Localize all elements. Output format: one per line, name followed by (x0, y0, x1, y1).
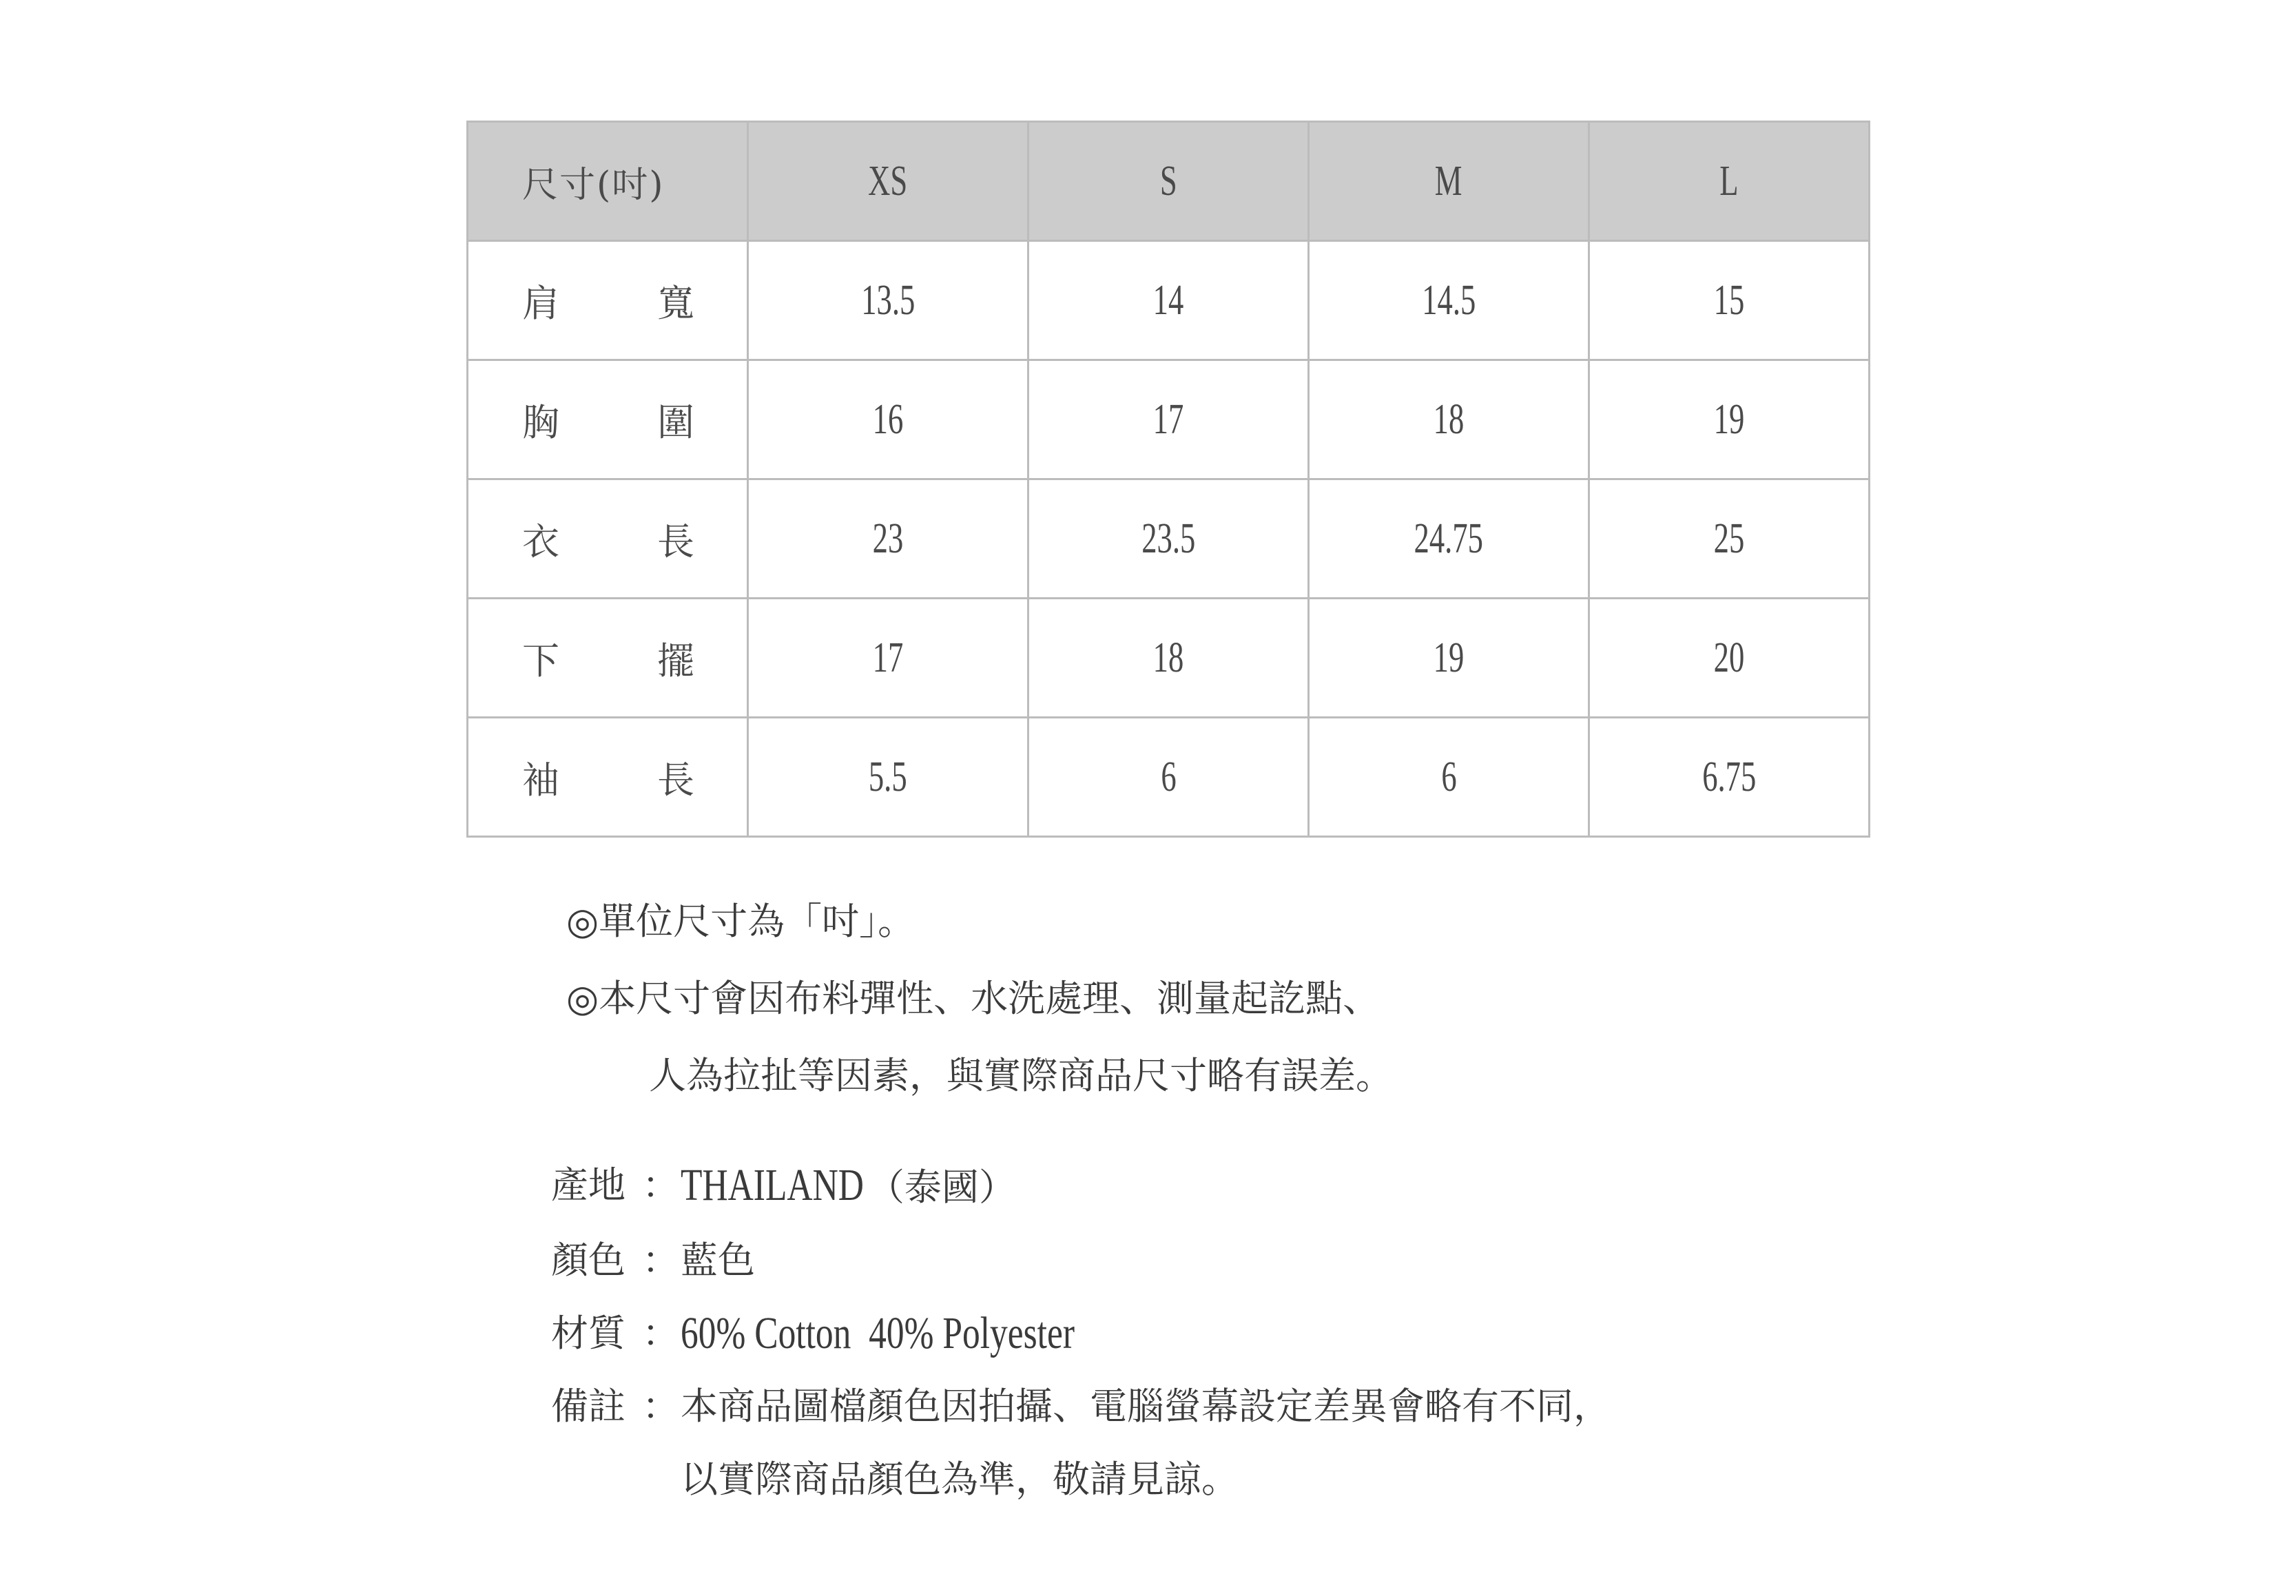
row-label-left: 下 (522, 639, 559, 683)
row-label-right: 長 (657, 519, 694, 563)
info-colon: ： (642, 1239, 679, 1282)
info-key: 備註 (551, 1385, 625, 1428)
table-cell: 19 (1589, 360, 1870, 479)
header-size-m: M (1309, 122, 1589, 241)
note-variance-cont: 人為拉扯等因素，與實際商品尺寸略有誤差。 (649, 1054, 1393, 1097)
row-label (468, 479, 748, 599)
size-notes (566, 883, 1393, 1115)
table-cell: 6.75 (1589, 718, 1870, 837)
table-row-length (468, 479, 1870, 599)
row-label-right: 長 (657, 758, 694, 802)
table-row-sleeve (468, 718, 1870, 837)
info-remark (551, 1370, 1611, 1443)
table-cell: 6 (1309, 718, 1589, 837)
table-header-row (468, 122, 1870, 241)
table-cell: 24.75 (1309, 479, 1589, 599)
info-value: 60% Cotton 40% Polyester (681, 1308, 1075, 1358)
row-label-left: 胸 (522, 400, 559, 444)
table-cell: 18 (1309, 360, 1589, 479)
info-colon: ： (642, 1163, 679, 1207)
row-label (468, 718, 748, 837)
info-material (551, 1297, 1611, 1370)
info-key: 材質 (551, 1312, 625, 1355)
info-key: 顏色 (551, 1239, 625, 1282)
table-cell: 15 (1589, 241, 1870, 360)
row-label-right: 寬 (657, 281, 694, 325)
row-label-right: 擺 (657, 639, 694, 683)
header-size-l: L (1589, 122, 1870, 241)
info-key: 產地 (551, 1163, 625, 1207)
origin-country-latin: THAILAND (681, 1160, 864, 1210)
table-cell: 23 (748, 479, 1028, 599)
info-value: 本商品圖檔顏色因拍攝、電腦螢幕設定差異會略有不同， (681, 1385, 1611, 1428)
table-cell: 17 (1028, 360, 1309, 479)
row-label-left: 肩 (522, 281, 559, 325)
product-info (551, 1149, 1611, 1516)
header-size-xs: XS (748, 122, 1028, 241)
info-origin (551, 1149, 1611, 1224)
table-cell: 16 (748, 360, 1028, 479)
note-unit: ◎單位尺寸為「吋」。 (566, 900, 916, 943)
table-cell: 5.5 (748, 718, 1028, 837)
row-label (468, 241, 748, 360)
info-colon: ： (642, 1385, 679, 1428)
row-label (468, 360, 748, 479)
table-row-hem (468, 599, 1870, 718)
row-label (468, 599, 748, 718)
row-label-left: 衣 (522, 519, 559, 563)
table-cell: 13.5 (748, 241, 1028, 360)
note-variance: ◎本尺寸會因布料彈性、水洗處理、測量起訖點、 (566, 977, 1380, 1020)
origin-country-cjk: （泰國） (867, 1165, 1016, 1209)
info-colon: ： (642, 1312, 679, 1355)
table-cell: 6 (1028, 718, 1309, 837)
row-label-right: 圍 (657, 400, 694, 444)
size-chart-table (466, 121, 1870, 838)
header-size-label: 尺寸(吋) (468, 122, 748, 241)
info-value (681, 1149, 1016, 1224)
table-row-chest (468, 360, 1870, 479)
table-cell: 19 (1309, 599, 1589, 718)
table-cell: 25 (1589, 479, 1870, 599)
table-cell: 18 (1028, 599, 1309, 718)
info-remark-cont: 以實際商品顏色為準，敬請見諒。 (681, 1458, 1239, 1501)
table-cell: 14 (1028, 241, 1309, 360)
table-cell: 17 (748, 599, 1028, 718)
info-value: 藍色 (681, 1239, 755, 1282)
table-cell: 23.5 (1028, 479, 1309, 599)
info-color (551, 1224, 1611, 1297)
row-label-left: 袖 (522, 758, 559, 802)
header-size-s: S (1028, 122, 1309, 241)
table-cell: 20 (1589, 599, 1870, 718)
table-cell: 14.5 (1309, 241, 1589, 360)
table-row-shoulder (468, 241, 1870, 360)
